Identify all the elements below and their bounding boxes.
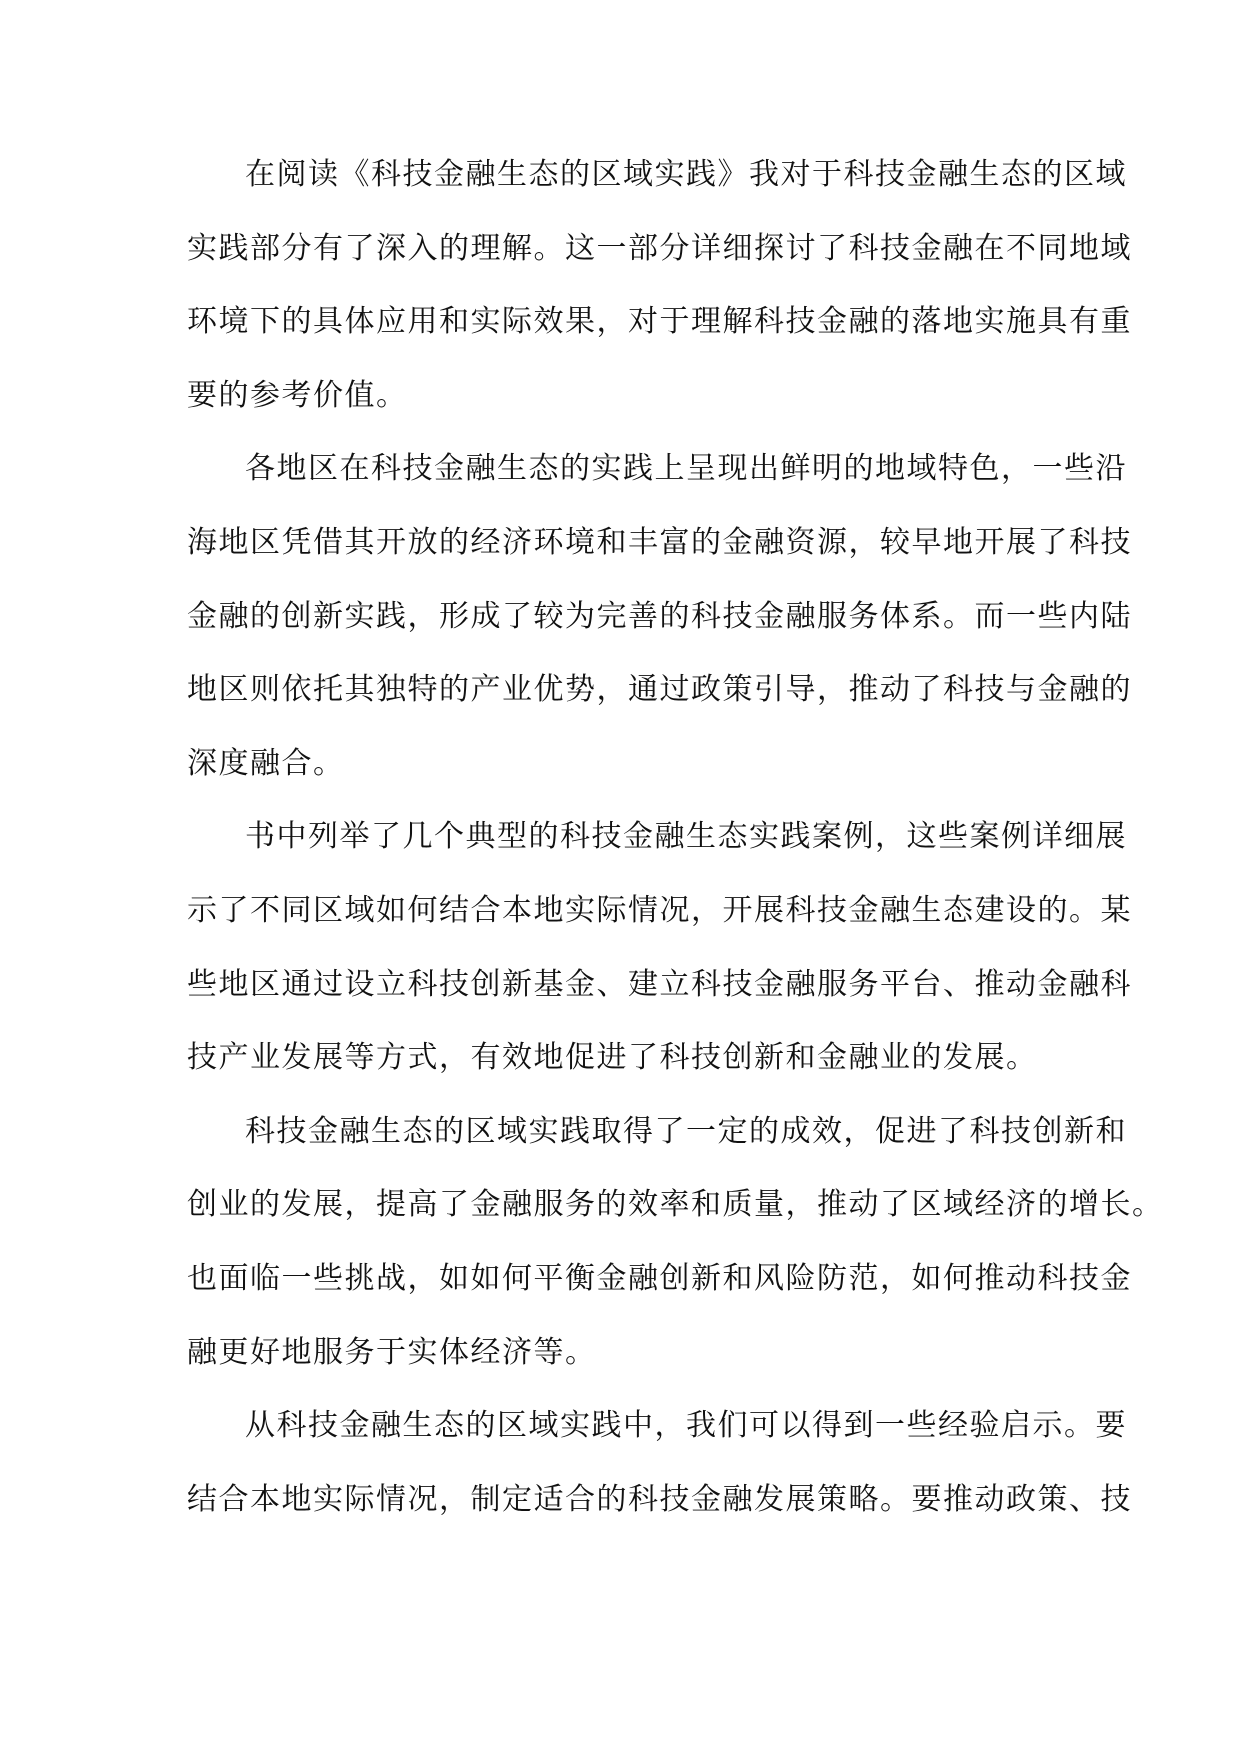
paragraph-2-line-2: 海地区凭借其开放的经济环境和丰富的金融资源，较早地开展了科技 [187, 524, 1132, 560]
paragraph-1-line-1: 在阅读《科技金融生态的区域实践》我对于科技金融生态的区域 [245, 157, 1127, 192]
paragraph-3-line-4: 技产业发展等方式，有效地促进了科技创新和金融业的发展。 [187, 1040, 1038, 1076]
paragraph-2-line-1: 各地区在科技金融生态的实践上呈现出鲜明的地域特色，一些沿 [245, 451, 1127, 487]
body-text [187, 138, 1164, 1536]
paragraph-1-line-2: 实践部分有了深入的理解。这一部分详细探讨了科技金融在不同地域 [187, 230, 1132, 266]
paragraph-4-line-1: 科技金融生态的区域实践取得了一定的成效，促进了科技创新和 [245, 1113, 1127, 1149]
paragraph-1-line-4: 要的参考价值。 [187, 377, 408, 413]
paragraph-3-line-3: 些地区通过设立科技创新基金、建立科技金融服务平台、推动金融科 [187, 966, 1132, 1002]
paragraph-2-line-3: 金融的创新实践，形成了较为完善的科技金融服务体系。而一些内陆 [187, 598, 1132, 634]
paragraph-5-line-2: 结合本地实际情况，制定适合的科技金融发展策略。要推动政策、技 [187, 1481, 1132, 1517]
paragraph-5-line-1: 从科技金融生态的区域实践中，我们可以得到一些经验启示。要 [245, 1408, 1127, 1444]
paragraph-3-line-2: 示了不同区域如何结合本地实际情况，开展科技金融生态建设的。某 [187, 892, 1132, 928]
paragraph-4-line-2: 创业的发展，提高了金融服务的效率和质量，推动了区域经济的增长。 [187, 1187, 1164, 1223]
paragraph-4-line-3: 也面临一些挑战，如如何平衡金融创新和风险防范，如何推动科技金 [187, 1260, 1132, 1296]
paragraph-2-line-4: 地区则依托其独特的产业优势，通过政策引导，推动了科技与金融的 [187, 672, 1132, 708]
paragraph-3-line-1: 书中列举了几个典型的科技金融生态实践案例，这些案例详细展 [245, 819, 1127, 855]
paragraph-1-line-3: 环境下的具体应用和实际效果，对于理解科技金融的落地实施具有重 [187, 304, 1132, 340]
paragraph-4-line-4: 融更好地服务于实体经济等。 [187, 1334, 597, 1370]
paragraph-2-line-5: 深度融合。 [187, 745, 345, 781]
